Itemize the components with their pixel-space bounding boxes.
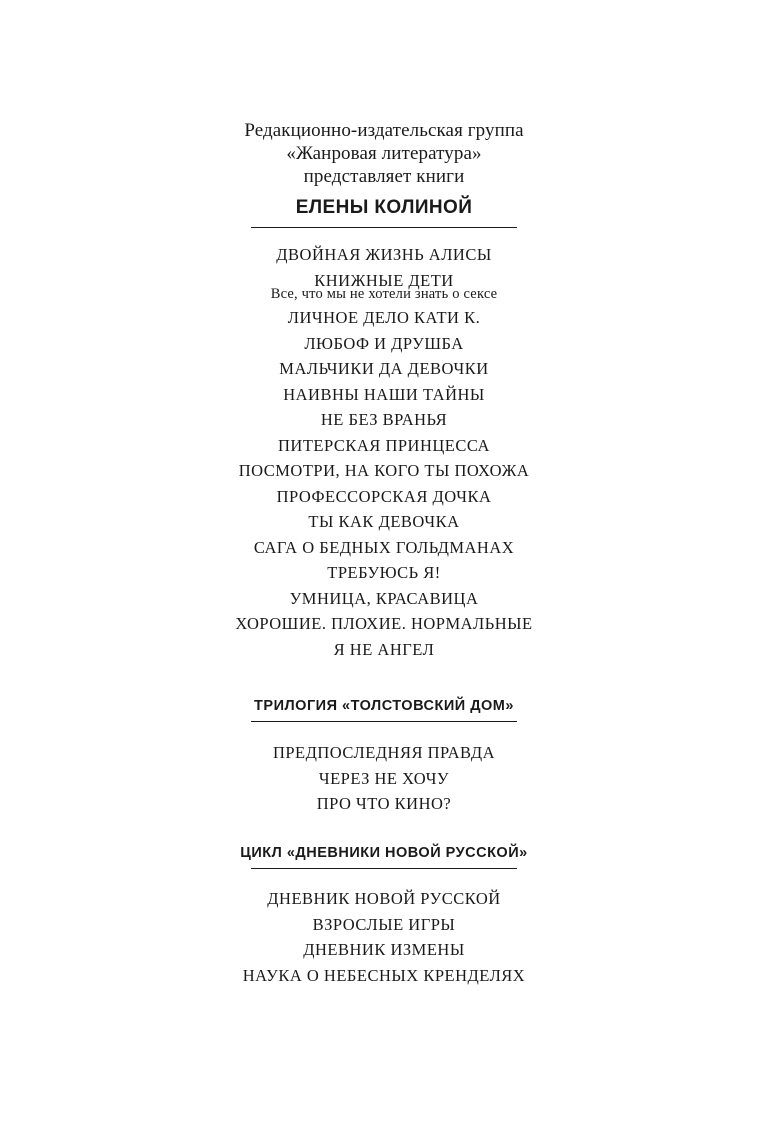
book-title: ПРЕДПОСЛЕДНЯЯ ПРАВДА: [272, 743, 496, 762]
book-title: ДНЕВНИК НОВОЙ РУССКОЙ: [267, 889, 501, 908]
trilogy-title: ТРИЛОГИЯ «ТОЛСТОВСКИЙ ДОМ»: [254, 698, 514, 714]
book-title: УМНИЦА, КРАСАВИЦА: [289, 588, 479, 608]
book-title: ДВОЙНАЯ ЖИЗНЬ АЛИСЫ: [276, 245, 492, 264]
book-title: ДНЕВНИК ИЗМЕНЫ: [303, 940, 465, 959]
author-name: ЕЛЕНЫ КОЛИНОЙ: [295, 197, 473, 218]
cycle-header: [0, 844, 768, 869]
book-title: ЧЕРЕЗ НЕ ХОЧУ: [318, 768, 450, 788]
book-title: МАЛЬЧИКИ ДА ДЕВОЧКИ: [279, 359, 489, 378]
author-divider: [251, 227, 517, 228]
trilogy-header: [0, 697, 768, 722]
book-title: КНИЖНЫЕ ДЕТИ: [314, 270, 454, 290]
book-title: ПРОФЕССОРСКАЯ ДОЧКА: [276, 486, 492, 506]
trilogy-book-list: [0, 740, 768, 817]
trilogy-divider: [251, 721, 517, 722]
book-title: ВЗРОСЛЫЕ ИГРЫ: [312, 914, 456, 934]
book-title: ПРО ЧТО КИНО?: [316, 794, 452, 813]
book-title: ПОСМОТРИ, НА КОГО ТЫ ПОХОЖА: [238, 461, 530, 480]
book-title: НЕ БЕЗ ВРАНЬЯ: [320, 410, 448, 429]
presents-line: представляет книги: [303, 166, 465, 187]
book-title: НАУКА О НЕБЕСНЫХ КРЕНДЕЛЯХ: [242, 965, 526, 985]
genre-line: «Жанровая литература»: [286, 143, 482, 164]
book-title: Я НЕ АНГЕЛ: [333, 639, 435, 659]
book-title: САГА О БЕДНЫХ ГОЛЬДМАНАХ: [253, 537, 515, 557]
book-title: ТЫ КАК ДЕВОЧКА: [308, 512, 460, 531]
book-title: ЛЮБОФ И ДРУШБА: [304, 333, 464, 353]
book-title: ПИТЕРСКАЯ ПРИНЦЕССА: [278, 435, 490, 455]
book-title: НАИВНЫ НАШИ ТАЙНЫ: [283, 384, 485, 404]
book-subtitle: Все, что мы не хотели знать о сексе: [270, 286, 498, 302]
cycle-title: ЦИКЛ «ДНЕВНИКИ НОВОЙ РУССКОЙ»: [240, 845, 528, 861]
book-title: ТРЕБУЮСЬ Я!: [327, 563, 441, 582]
main-book-list: [0, 242, 768, 662]
book-title: ХОРОШИЕ. ПЛОХИЕ. НОРМАЛЬНЫЕ: [235, 614, 533, 633]
cycle-divider: [251, 868, 517, 869]
publisher-intro: [0, 119, 768, 228]
publisher-line: Редакционно-издательская группа: [244, 120, 524, 141]
book-title: ЛИЧНОЕ ДЕЛО КАТИ К.: [287, 308, 481, 327]
cycle-book-list: [0, 886, 768, 988]
